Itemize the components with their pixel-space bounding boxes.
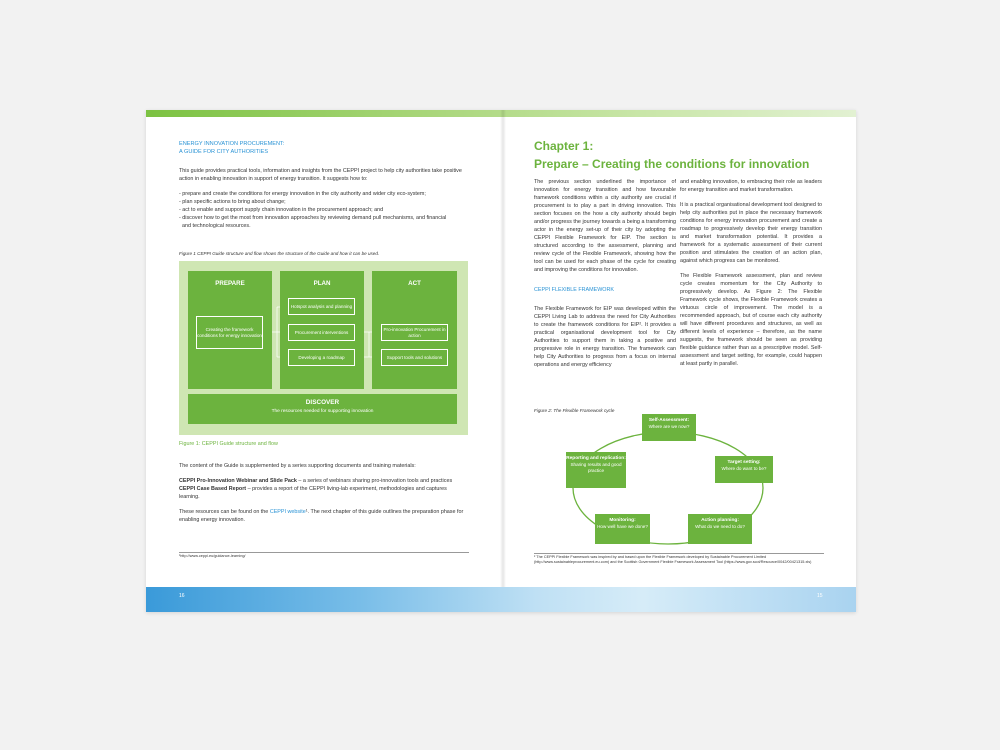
resource-item-report: CEPPI Case Based Report – provides a report of the CEPPI living-lab experiment, methodologies and captures learning. [179,486,447,500]
bullet-list: - prepare and create the conditions for energy innovation in the city authority and wider city eco-system; - plan specific actions to bring about change; - act to enable and support supply chain innovation in the procurement approach; and - discover how to get the most from innovation approaches by reviewing demand pull mechanisms, and financial and technological resources. [179,191,447,229]
right-page-number: 15 [817,593,823,599]
node-monitoring: Monitoring: How well have we done? [595,514,650,544]
discover-heading: DISCOVER [305,399,340,406]
plan-box-procurement: Procurement interventions [288,324,355,341]
left-body [179,167,469,230]
ceppi-website-link[interactable]: CEPPI website [269,509,306,515]
plan-heading: PLAN [313,280,331,287]
prepare-column [188,271,272,389]
node-reporting-replication: Reporting and replication: Sharing results and good practice [566,452,626,488]
supplement-paragraph: The content of the Guide is supplemented by a series supporting documents and training materials: [179,463,416,469]
right-column-1: The previous section underlined the importance of innovation for energy transition and how favourable framework conditions within a city authority are crucial if procurement is to play a part in driving innovation. This section focuses on the how a city authority should begin and/or progress the journey towards a being a transforming actor in the energy set-up of their city by adopting the CEPPI Flexible Framework for EIP. The section is structured according to the assessment, planning and review cycle of the Flexible Framework, showing how the tool can be used for each phase of the cycle for creating and improving the conditions for innovation. CEPPI FLEXIBLE FRAMEWORK The Flexible Framework for EIP was developed within the CEPPI Living Lab to address the need for City Authorities to create the framework conditions for EIP². It provides a practical organisational development tool for City Authorities to support them in taking a positive and progressive role in energy transition. The framework can help City Authorities to progress from a focus on internal operations and energy efficiency [534,179,676,368]
resources-paragraph: These resources can be found on the CEPPI website¹. The next chapter of this guide outlines the preparation phase for enabling energy innovation. [179,509,464,523]
left-page-number: 16 [179,593,185,599]
discover-subtitle: The resources needed for supporting innovation [271,409,374,414]
right-footnote-divider [534,553,824,554]
act-box-procurement: Pro-innovation Procurement in action [381,324,448,341]
prepare-heading: PREPARE [215,280,245,287]
figure1-structure-diagram [179,261,468,435]
flexible-framework-heading: CEPPI FLEXIBLE FRAMEWORK [534,287,614,293]
brochure-spread [146,110,856,612]
plan-column [280,271,364,389]
left-footnote-divider [179,552,469,553]
plan-box-hotspot: Hotspot analysis and planning [288,298,355,315]
figure2-caption: Figure 2: The Flexible Framework cycle [534,408,615,413]
act-box-support: Support tools and solutions [381,349,448,366]
figure2-cycle-diagram [538,408,798,548]
right-column-2: and enabling innovation, to embracing their role as leaders for energy transition and market transformation. It is a practical organisational development tool designed to help city authorities put in place the necessary framework conditions for energy innovation procurement and create a roadmap to progressively develop their energy transition and market transformation potential. It provides a framework for a systematic assessment of their current position and stimulates the creation of an action plan, against which progress can be monitored. The Flexible Framework assessment, plan and review cycle creates momentum for the City Authority to progressively develop. As Figure 2: The Flexible Framework cycle shows, the Flexible Framework creates a virtuous circle of improvement. The model is a recommended approach, but of course each city authority will have different procedures and structures, as well as different levels of experience – therefore, as the name suggests, the framework should be seen as providing flexible guidance rather than as a prescriptive model. Self-assessment and target setting, for example, could happen at least partly in parallel. [680,179,822,367]
left-heading: ENERGY INNOVATION PROCUREMENT: A GUIDE FOR CITY AUTHORITIES [179,141,285,155]
node-target-setting: Target setting: Where do want to be? [715,456,773,483]
chapter-heading: Chapter 1: Prepare – Creating the conditions for innovation [534,139,810,171]
resource-item-webinar: CEPPI Pro-Innovation Webinar and Slide Pack – a series of webinars sharing pro-innovation tools and practices [179,478,453,484]
discover-band [188,394,457,424]
chapter-title: Prepare – Creating the conditions for innovation [534,157,810,171]
figure1-caption: Figure 1: CEPPI Guide structure and flow [179,441,278,447]
plan-box-roadmap: Developing a roadmap [288,349,355,366]
bottom-color-band [146,587,856,612]
node-self-assessment: Self-Assessment: Where are we now? [642,414,696,441]
left-body-2 [179,462,469,531]
right-footnote: ² The CEPPI Flexible Framework was inspired by and based upon the Flexible Framework developed by Sustainable Procurement Limited (http://www.sustainableprocurement.eu.com) and the Scottish Government Flexible Framework Assessment Tool (https://www.gov.scot/Resource/0042/00421315.xls) [534,555,812,564]
node-action-planning: Action planning: What do we need to do? [688,514,752,544]
prepare-box: Creating the framework conditions for energy innovation [196,316,263,349]
left-footnote: ¹http://www.ceppi.eu/guidance-learning/ [179,554,246,558]
intro-paragraph: This guide provides practical tools, information and insights from the CEPPI project to help city authorities take positive action in enabling innovation in support of energy transition. It suggests how to: [179,168,462,182]
act-column [372,271,457,389]
page-gutter [500,110,506,612]
act-heading: ACT [408,280,421,287]
figure1-caption-intro: Figure 1 CEPPI Guide structure and flow shows the structure of the Guide and how it can be used. [179,251,380,256]
